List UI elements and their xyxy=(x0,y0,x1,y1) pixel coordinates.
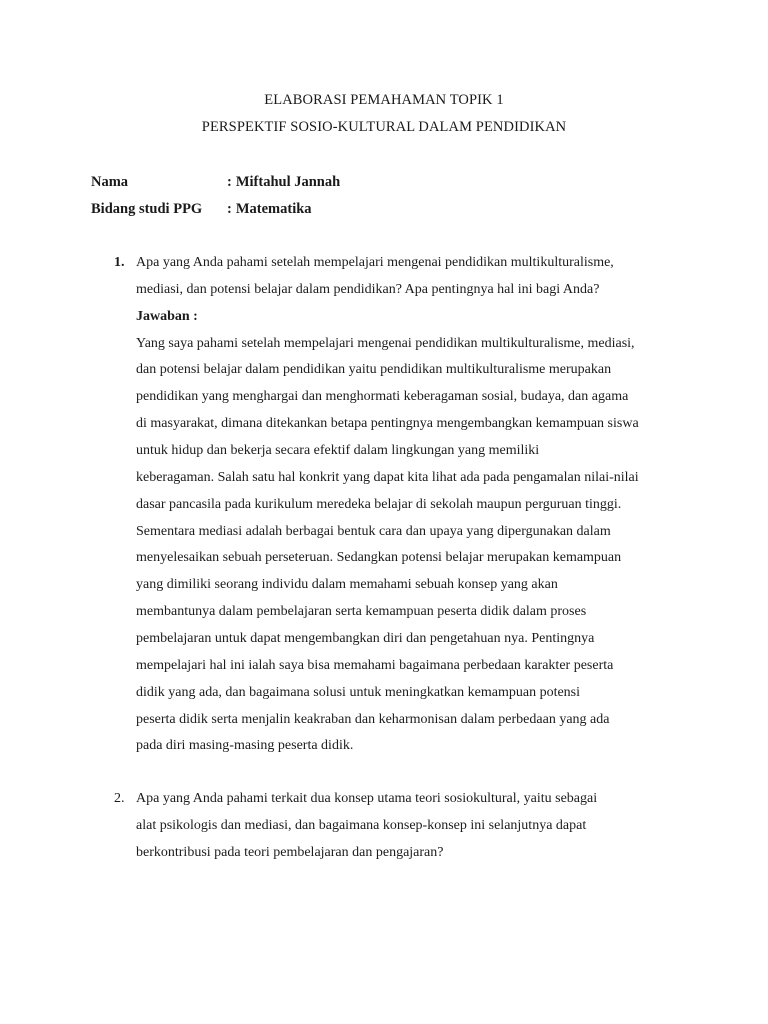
question-line: Apa yang Anda pahami setelah mempelajari mengenai pendidikan multikulturalisme, xyxy=(136,255,614,270)
answer-line: untuk hidup dan bekerja secara efektif dalam lingkungan yang memiliki xyxy=(136,443,540,458)
field-value-group xyxy=(227,199,312,219)
name-separator: : xyxy=(227,174,232,190)
answer-line: dan potensi belajar dalam pendidikan yaitu pendidikan multikulturalisme merupakan xyxy=(136,362,612,377)
question-number: 2. xyxy=(114,791,125,806)
name-value: Miftahul Jannah xyxy=(235,174,341,190)
answer-line: Sementara mediasi adalah berbagai bentuk cara dan upaya yang dipergunakan dalam xyxy=(136,524,611,539)
question-line: mediasi, dan potensi belajar dalam pendidikan? Apa pentingnya hal ini bagi Anda? xyxy=(136,282,600,297)
answer-line: peserta didik serta menjalin keakraban dan keharmonisan dalam perbedaan yang ada xyxy=(136,712,610,727)
answer-line: Yang saya pahami setelah mempelajari mengenai pendidikan multikulturalisme, mediasi, xyxy=(136,336,635,351)
field-value: Matematika xyxy=(235,201,312,217)
answer-line: keberagaman. Salah satu hal konkrit yang dapat kita lihat ada pada pengamalan nilai-nilai xyxy=(136,470,639,485)
answer-line: dasar pancasila pada kurikulum meredeka belajar di sekolah maupun perguruan tinggi. xyxy=(136,497,622,512)
answer-line: pada diri masing-masing peserta didik. xyxy=(136,738,354,753)
question-line: alat psikologis dan mediasi, dan bagaimana konsep-konsep ini selanjutnya dapat xyxy=(136,818,587,833)
field-label: Bidang studi PPG xyxy=(91,201,203,217)
answer-line: menyelesaikan sebuah perseteruan. Sedangkan potensi belajar merupakan kemampuan xyxy=(136,550,622,565)
name-value-group xyxy=(227,172,340,192)
question-line: Apa yang Anda pahami terkait dua konsep utama teori sosiokultural, yaitu sebagai xyxy=(136,791,598,806)
answer-line: membantunya dalam pembelajaran serta kemampuan peserta didik dalam proses xyxy=(136,604,587,619)
document-title: ELABORASI PEMAHAMAN TOPIK 1 xyxy=(264,92,504,108)
answer-line: didik yang ada, dan bagaimana solusi untuk meningkatkan kemampuan potensi xyxy=(136,685,581,700)
answer-line: mempelajari hal ini ialah saya bisa memahami bagaimana perbedaan karakter peserta xyxy=(136,658,614,673)
question-line: berkontribusi pada teori pembelajaran dan pengajaran? xyxy=(136,845,444,860)
answer-line: pembelajaran untuk dapat mengembangkan diri dan pengetahuan nya. Pentingnya xyxy=(136,631,595,646)
answer-line: di masyarakat, dimana ditekankan betapa pentingnya mengembangkan kemampuan siswa xyxy=(136,416,639,431)
document-subtitle: PERSPEKTIF SOSIO-KULTURAL DALAM PENDIDIKAN xyxy=(201,119,567,135)
name-label: Nama xyxy=(91,174,129,190)
answer-line: pendidikan yang menghargai dan menghormati keberagaman sosial, budaya, dan agama xyxy=(136,389,629,404)
answer-line: yang dimiliki seorang individu dalam memahami sebuah konsep yang akan xyxy=(136,577,558,592)
answer-heading: Jawaban : xyxy=(136,309,198,324)
question-number: 1. xyxy=(114,255,125,270)
field-separator: : xyxy=(227,201,232,217)
